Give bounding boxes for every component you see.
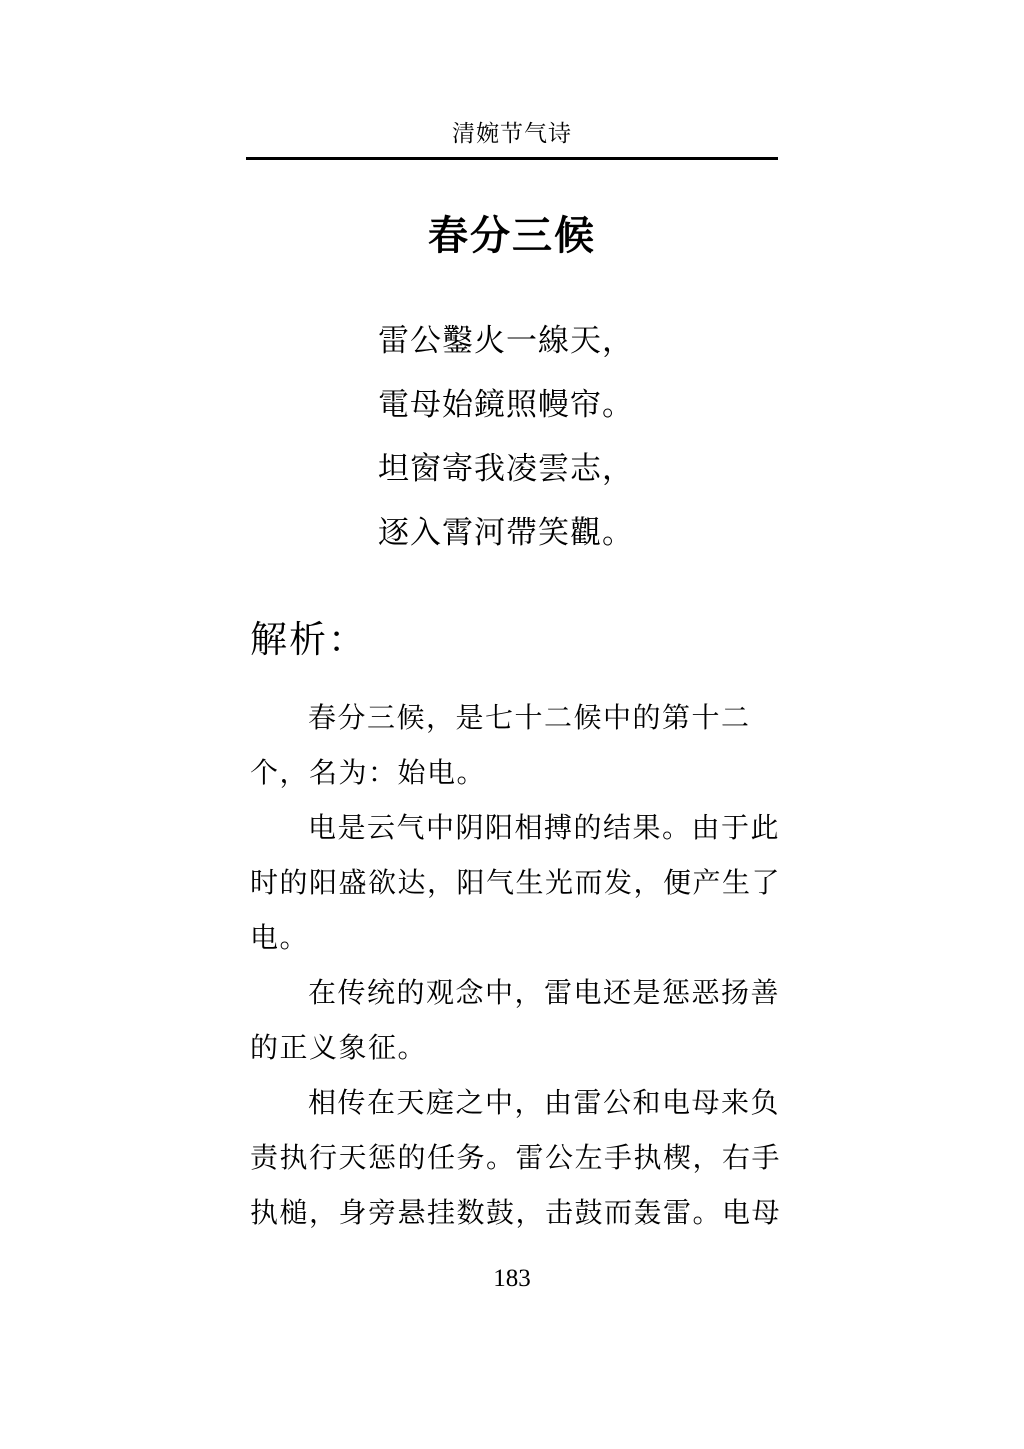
analysis-body — [250, 690, 790, 1240]
analysis-paragraph: 相传在天庭之中，由雷公和电母来负责执行天惩的任务。雷公左手执楔，右手执槌，身旁悬挂数鼓，击鼓而轰雷。电母 — [250, 1086, 782, 1229]
poem-line: 電母始鏡照幔帘。 — [378, 387, 634, 423]
header-divider — [246, 157, 778, 160]
poem-line: 逐入霄河帶笑觀。 — [378, 515, 634, 551]
poem-title: 春分三候 — [428, 212, 596, 259]
page-number: 183 — [493, 1265, 531, 1292]
analysis-paragraph: 春分三候，是七十二候中的第十二个，名为：始电。 — [250, 701, 751, 789]
analysis-paragraph: 在传统的观念中，雷电还是惩恶扬善的正义象征。 — [250, 976, 781, 1064]
poem-body — [378, 309, 678, 565]
analysis-paragraph: 电是云气中阴阳相搏的结果。由于此时的阳盛欲达，阳气生光而发，便产生了电。 — [250, 811, 782, 954]
poem-line: 雷公鑿火一線天， — [378, 323, 634, 359]
analysis-heading: 解析： — [250, 618, 367, 661]
poem-line: 坦窗寄我凌雲志， — [378, 451, 634, 487]
running-header-title: 清婉节气诗 — [452, 121, 572, 147]
